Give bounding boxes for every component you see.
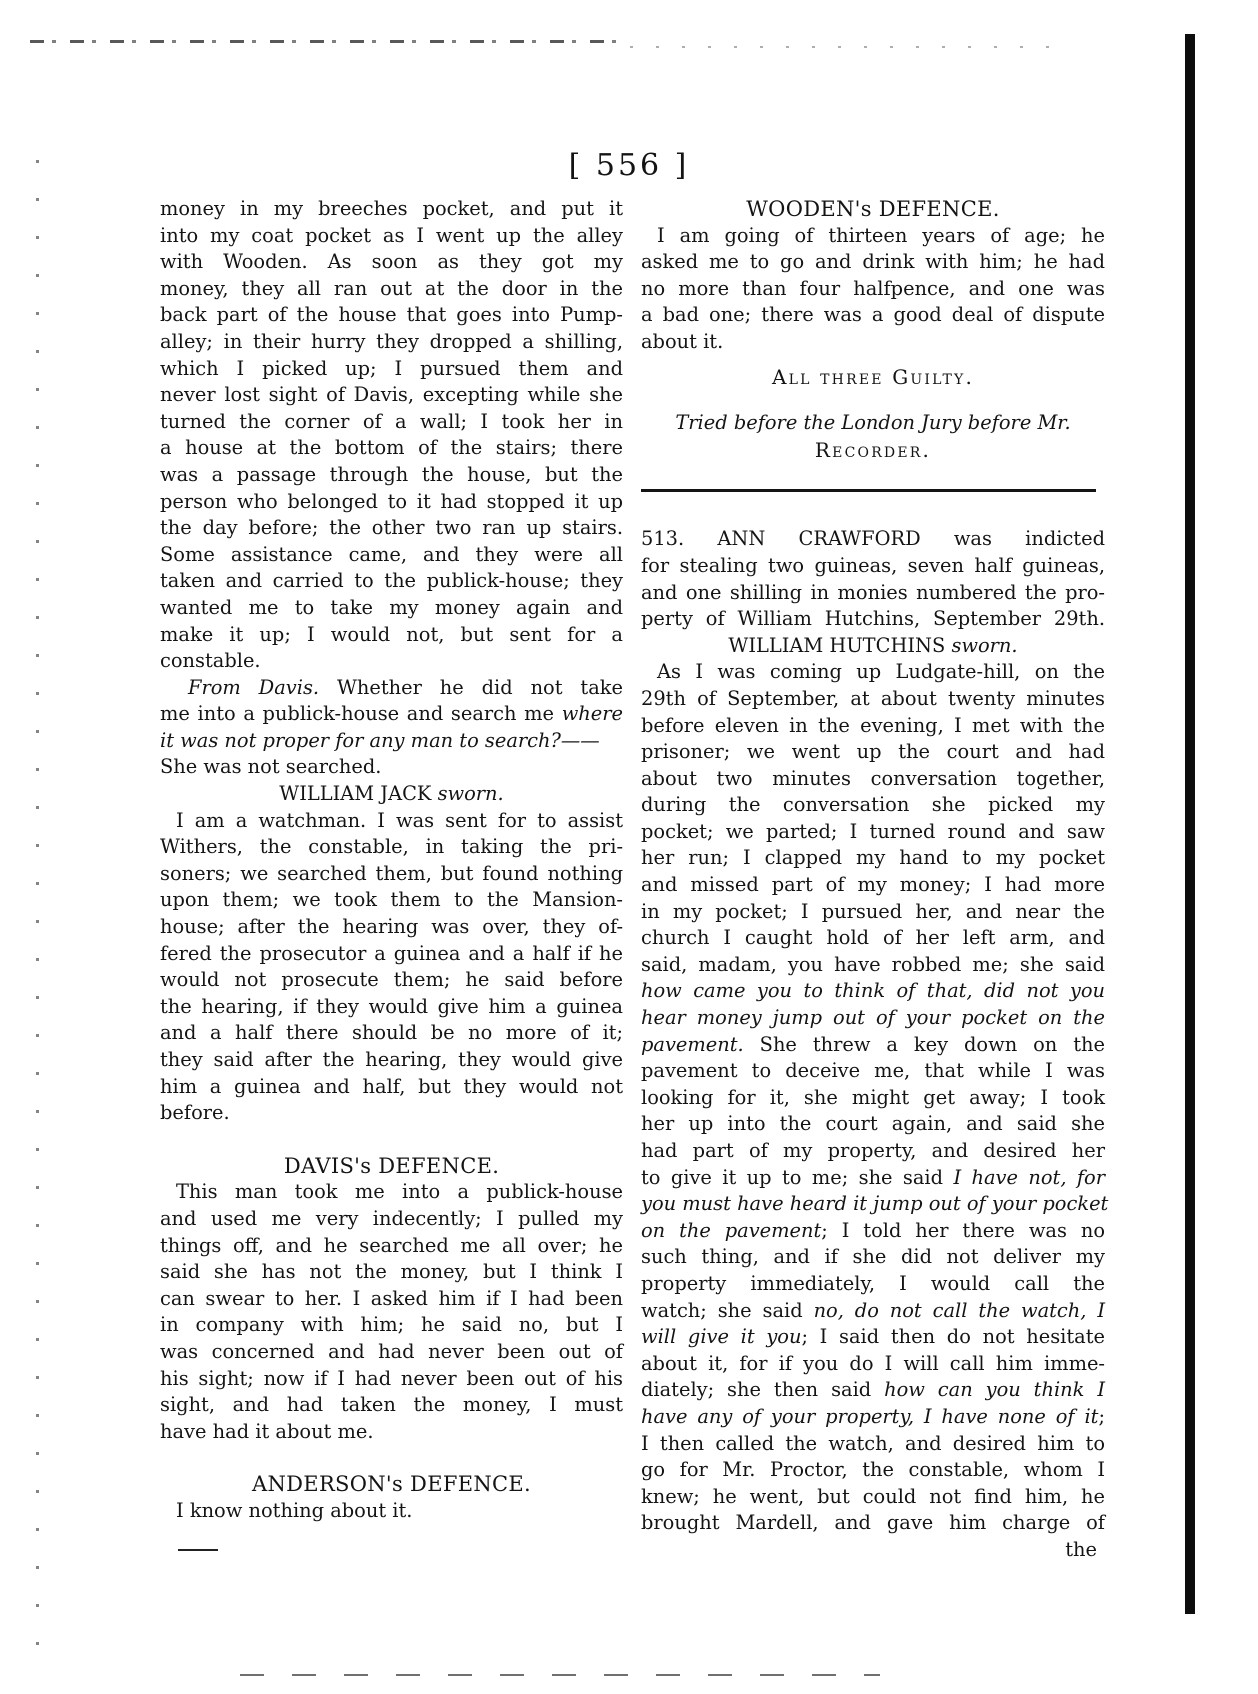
text-line: they said after the hearing, they would give: [160, 1048, 623, 1071]
text-line: 29th of September, at about twenty minutes: [641, 686, 1105, 710]
text-line: house; after the hearing was over, they of-: [160, 915, 623, 939]
cross-examination: [160, 675, 623, 781]
text-line: her up into the court again, and said she: [641, 1112, 1105, 1136]
catchword: the: [1065, 1537, 1097, 1561]
text-line: how came you to think of that, did not you: [641, 979, 1105, 1003]
davis-defence: [160, 1179, 623, 1445]
text-line: taken and carried to the publick-house; they: [160, 569, 623, 593]
verdict: All three Guilty.: [771, 364, 975, 389]
text-line: sight, and had taken the money, I must: [160, 1393, 623, 1417]
section-heading: WOODEN's DEFENCE.: [746, 197, 1000, 221]
right-column: [641, 196, 1109, 1564]
text-line: in my pocket; I pursued her, and near the: [641, 899, 1105, 923]
testimony-continued: [160, 196, 623, 675]
case-indictment: [641, 526, 1105, 632]
text-line: the hearing, if they would give him a guinea: [160, 994, 623, 1018]
text-line: have any of your property, I have none of it;: [641, 1404, 1105, 1428]
text-line: pocket; we parted; I turned round and saw: [641, 819, 1105, 843]
text-line: back part of the house that goes into Pump-: [160, 303, 623, 327]
text-line: said she has not the money, but I think I: [160, 1260, 623, 1284]
section-stub-rule: [178, 1549, 218, 1551]
page-number: [ 556 ]: [568, 148, 690, 183]
text-line: constable.: [160, 649, 261, 673]
text-line: into my coat pocket as I went up the alley: [160, 223, 623, 247]
scan-edge-bottom: [240, 1674, 880, 1676]
left-column: [160, 196, 623, 1551]
text-line: which I picked up; I pursued them and: [160, 356, 623, 380]
text-line: Some assistance came, and they were all: [160, 542, 623, 566]
text-line: I then called the watch, and desired him to: [641, 1431, 1105, 1455]
text-line: no more than four halfpence, and one was: [641, 276, 1105, 300]
text-line: would not prosecute them; he said before: [160, 968, 623, 992]
text-line: As I was coming up Ludgate-hill, on the: [657, 660, 1105, 684]
text-line: looking for it, she might get away; I took: [641, 1085, 1105, 1109]
text-line: you must have heard it jump out of your pocket: [641, 1192, 1109, 1216]
text-line: a bad one; there was a good deal of dispute: [641, 303, 1105, 327]
text-line: and a half there should be no more of it;: [160, 1021, 623, 1045]
text-line: it was not proper for any man to search?——: [160, 728, 600, 752]
tried-note: Recorder.: [814, 437, 932, 462]
text-line: in company with him; he said no, but I: [160, 1313, 623, 1337]
text-line: his sight; now if I had never been out of his: [160, 1366, 623, 1390]
text-line: wanted me to take my money again and: [160, 595, 623, 619]
text-line: money, they all ran out at the door in the: [160, 276, 623, 300]
scan-edge-left: [36, 160, 39, 1660]
text-line: asked me to go and drink with him; he had: [641, 250, 1105, 274]
text-line: me into a publick-house and search me where: [160, 702, 623, 726]
text-line: things off, and he searched me all over; he: [160, 1233, 623, 1257]
text-line: and used me very indecently; I pulled my: [160, 1206, 623, 1230]
jack-testimony: [160, 808, 623, 1127]
text-line: soners; we searched them, but found nothing: [160, 861, 623, 885]
text-line: person who belonged to it had stopped it up: [160, 489, 623, 513]
text-line: him a guinea and half, but they would not: [160, 1074, 623, 1098]
text-line: can swear to her. I asked him if I had been: [160, 1286, 623, 1310]
hutchins-testimony: [641, 659, 1109, 1537]
text-line: never lost sight of Davis, excepting while she: [160, 383, 623, 407]
witness-heading: WILLIAM HUTCHINS sworn.: [728, 633, 1018, 657]
speaker-label: From Davis.: [188, 675, 320, 699]
text-line: make it up; I would not, but sent for a: [160, 622, 623, 646]
text-line: knew; he went, but could not find him, he: [641, 1484, 1105, 1508]
text-line: upon them; we took them to the Mansion-: [160, 888, 623, 912]
text-line: said, madam, you have robbed me; she said: [641, 952, 1105, 976]
text-line: pavement to deceive me, that while I was: [641, 1059, 1105, 1083]
section-divider: [641, 489, 1096, 492]
text-line: prisoner; we went up the court and had: [641, 740, 1105, 764]
text-line: a house at the bottom of the stairs; there: [160, 436, 623, 460]
text-line: This man took me into a publick-house: [176, 1180, 623, 1204]
tried-note: Tried before the London Jury before Mr.: [675, 411, 1071, 435]
text-line: was concerned and had never been out of: [160, 1339, 623, 1363]
text-line: alley; in their hurry they dropped a shilling,: [160, 329, 623, 353]
witness-heading: WILLIAM JACK sworn.: [279, 782, 504, 806]
text-line: brought Mardell, and gave him charge of: [641, 1511, 1105, 1535]
text-line: had part of my property, and desired her: [641, 1139, 1105, 1162]
text-line: property immediately, I would call the: [641, 1271, 1105, 1295]
text-line: was a passage through the house, but the: [160, 462, 623, 486]
text-line: church I caught hold of her left arm, and: [641, 926, 1105, 950]
text-line: turned the corner of a wall; I took her in: [160, 409, 623, 433]
text-line: I am a watchman. I was sent for to assist: [176, 808, 623, 832]
text-line: have had it about me.: [160, 1419, 374, 1443]
text-line: the day before; the other two ran up stairs.: [160, 516, 623, 540]
text-line: her run; I clapped my hand to my pocket: [641, 846, 1105, 870]
text-line: go for Mr. Proctor, the constable, whom I: [641, 1458, 1105, 1482]
text-line: such thing, and if she did not deliver my: [641, 1245, 1105, 1269]
text-line: with Wooden. As soon as they got my: [160, 250, 623, 274]
text-line: money in my breeches pocket, and put it: [160, 197, 623, 220]
scan-edge-top-faint: [630, 46, 1070, 48]
text-line: pavement. She threw a key down on the: [641, 1032, 1105, 1056]
text-line: for stealing two guineas, seven half guineas,: [641, 553, 1105, 577]
text-line: hear money jump out of your pocket on the: [641, 1006, 1105, 1030]
text-line: I am going of thirteen years of age; he: [657, 223, 1105, 247]
text-line: during the conversation she picked my: [641, 793, 1105, 817]
text-line: perty of William Hutchins, September 29th.: [641, 607, 1105, 631]
text-line: about it, for if you do I will call him imme-: [641, 1351, 1105, 1375]
text-line: From Davis. Whether he did not take: [188, 675, 623, 699]
text-line: 513. ANN CRAWFORD was indicted: [641, 527, 1105, 551]
text-line: will give it you; I said then do not hesitate: [641, 1325, 1105, 1349]
text-line: before eleven in the evening, I met with the: [641, 713, 1105, 737]
text-line: Withers, the constable, in taking the pri-: [160, 835, 623, 859]
text-line: about it.: [641, 329, 724, 353]
text-line: and missed part of my money; I had more: [641, 873, 1105, 897]
text-line: on the pavement; I told her there was no: [641, 1218, 1105, 1242]
text-line: diately; she then said how can you think I: [641, 1378, 1105, 1402]
text-line: about two minutes conversation together,: [641, 766, 1105, 790]
wooden-defence: [641, 223, 1105, 356]
section-heading: DAVIS's DEFENCE.: [283, 1153, 500, 1178]
text-line: fered the prosecutor a guinea and a half if he: [160, 941, 623, 965]
text-line: to give it up to me; she said I have not, for: [641, 1165, 1105, 1189]
text-line: She was not searched.: [160, 755, 382, 779]
text-line: I know nothing about it.: [176, 1498, 413, 1522]
text-line: before.: [160, 1101, 230, 1125]
scan-edge-top: [30, 40, 630, 43]
text-line: and one shilling in monies numbered the pro-: [641, 580, 1105, 604]
section-heading: ANDERSON's DEFENCE.: [252, 1472, 531, 1497]
text-line: watch; she said no, do not call the watch, I: [641, 1298, 1105, 1322]
binding-shadow-bar: [1185, 34, 1195, 1614]
